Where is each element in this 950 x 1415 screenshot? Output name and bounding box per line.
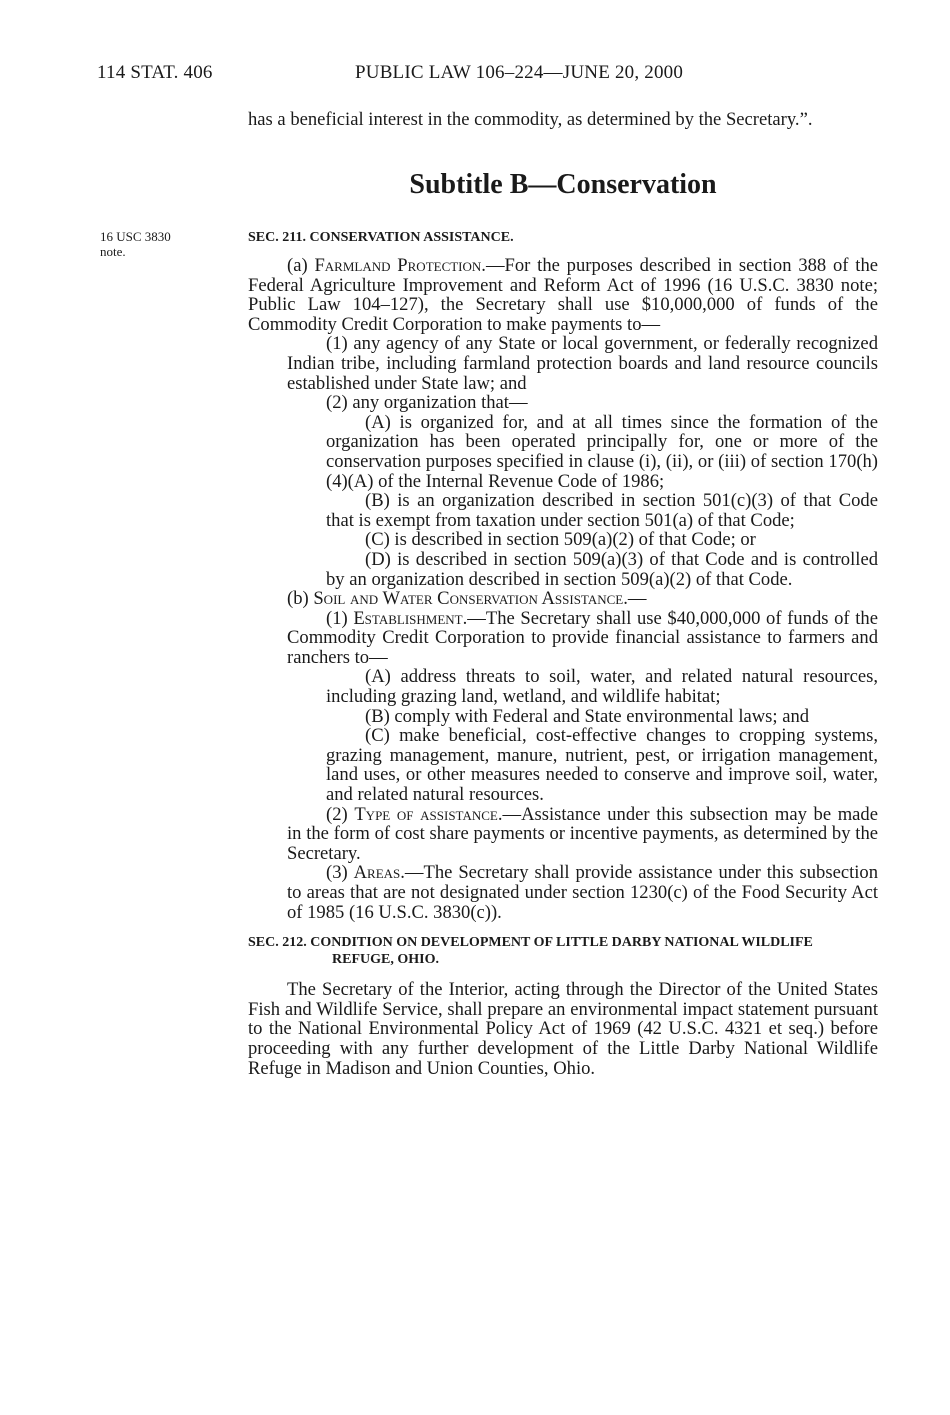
paragraph-b1-label: (1): [326, 607, 354, 629]
paragraph-b3-caption: Areas.: [353, 862, 405, 884]
subtitle-heading: Subtitle B—Conservation: [409, 169, 717, 200]
margin-note-usc: 16 USC 3830: [100, 229, 171, 244]
paragraph-b2-label: (2): [326, 803, 355, 825]
section-211-heading: SEC. 211. CONSERVATION ASSISTANCE.: [248, 230, 514, 245]
clause-a2C: (C) is described in section 509(a)(2) of that Code; or: [365, 529, 756, 551]
paragraph-b1-text: —The Secretary shall use $40,000,000 of funds of the Commodity Credit Corporation to provide financial assistance to farmers and ranchers to—: [287, 607, 878, 668]
clause-a2B: (B) is an organization described in section 501(c)(3) of that Code that is exempt from taxation under section 501(a) of that Code;: [326, 490, 878, 531]
margin-note-suffix: note.: [100, 244, 126, 259]
paragraph-b2-text: —Assistance under this subsection may be made in the form of cost share payments or incentive payments, as determined by the Secretary.: [287, 803, 878, 864]
clause-b1B: (B) comply with Federal and State environmental laws; and: [365, 705, 810, 727]
margin-note: [100, 229, 210, 259]
clause-b1C: (C) make beneficial, cost-effective changes to cropping systems, grazing management, manure, nutrient, pest, or irrigation management, land uses, or other measures needed to conserve and improve soil, water, and related natural resources.: [326, 725, 878, 806]
stat-page-number: 114 STAT. 406: [97, 62, 213, 83]
clause-b1A: (A) address threats to soil, water, and related natural resources, including grazing land, wetland, and wildlife habitat;: [326, 666, 878, 708]
subsection-b-label: (b): [287, 588, 314, 610]
intro-block: [248, 110, 878, 130]
paragraph-b2-caption: Type of assistance.: [354, 803, 503, 825]
paragraph-b3-label: (3): [326, 862, 354, 884]
section-212-text: The Secretary of the Interior, acting through the Director of the United States Fish and Wildlife Service, shall prepare an environmental impact statement pursuant to the National Environmental Policy Act of 1969 (42 U.S.C. 4321 et seq.) before proceeding with any further development of the Little Darby National Wildlife Refuge in Madison and Union Counties, Ohio.: [248, 979, 878, 1079]
subsection-b-caption: Soil and Water Conservation Assistance.: [313, 588, 628, 610]
subsection-b: [248, 589, 878, 609]
intro-paragraph: has a beneficial interest in the commodity, as determined by the Secretary.”.: [248, 109, 813, 130]
paragraph-b1-caption: Establishment.: [353, 607, 468, 629]
clause-a2D: (D) is described in section 509(a)(3) of that Code and is controlled by an organization described in section 509(a)(2) of that Code.: [326, 548, 878, 590]
subsection-a-label: (a): [287, 255, 315, 276]
subsection-a-text: —For the purposes described in section 388 of the Federal Agriculture Improvement and Reform Act of 1996 (16 U.S.C. 3830 note; Public Law 104–127), the Secretary shall use $10,000,000 of funds of the Commodity Credit Corporation to make payments to—: [248, 255, 878, 335]
paragraph-a1: (1) any agency of any State or local government, or federally recognized Indian tribe, including farmland protection boards and land resource councils established under State law; and: [287, 333, 878, 394]
paragraph-b2: [248, 805, 878, 864]
paragraph-a2: (2) any organization that—: [326, 392, 528, 414]
subsection-a: [248, 256, 878, 334]
public-law-citation: PUBLIC LAW 106–224—JUNE 20, 2000: [355, 62, 684, 83]
paragraph-b1: [248, 609, 878, 668]
paragraph-b3: [248, 863, 878, 922]
clause-a2A: (A) is organized for, and at all times since the formation of the organization has been operated principally for, one or more of the conservation purposes specified in clause (i), (ii), or (iii) of section 170(h)(4)(A) of the Internal Revenue Code of 1986;: [326, 411, 878, 492]
paragraph-b3-text: —The Secretary shall provide assistance under this subsection to areas that are not designated under section 1230(c) of the Food Security Act of 1985 (16 U.S.C. 3830(c)).: [287, 862, 878, 923]
subtitle-block: [248, 168, 878, 202]
section-211: [248, 229, 878, 1078]
section-212-heading: SEC. 212. CONDITION ON DEVELOPMENT OF LITTLE DARBY NATIONAL WILDLIFE REFUGE, OHIO.: [248, 935, 813, 968]
subsection-b-dash: —: [627, 588, 647, 610]
subsection-a-caption: Farmland Protection.: [314, 255, 486, 276]
